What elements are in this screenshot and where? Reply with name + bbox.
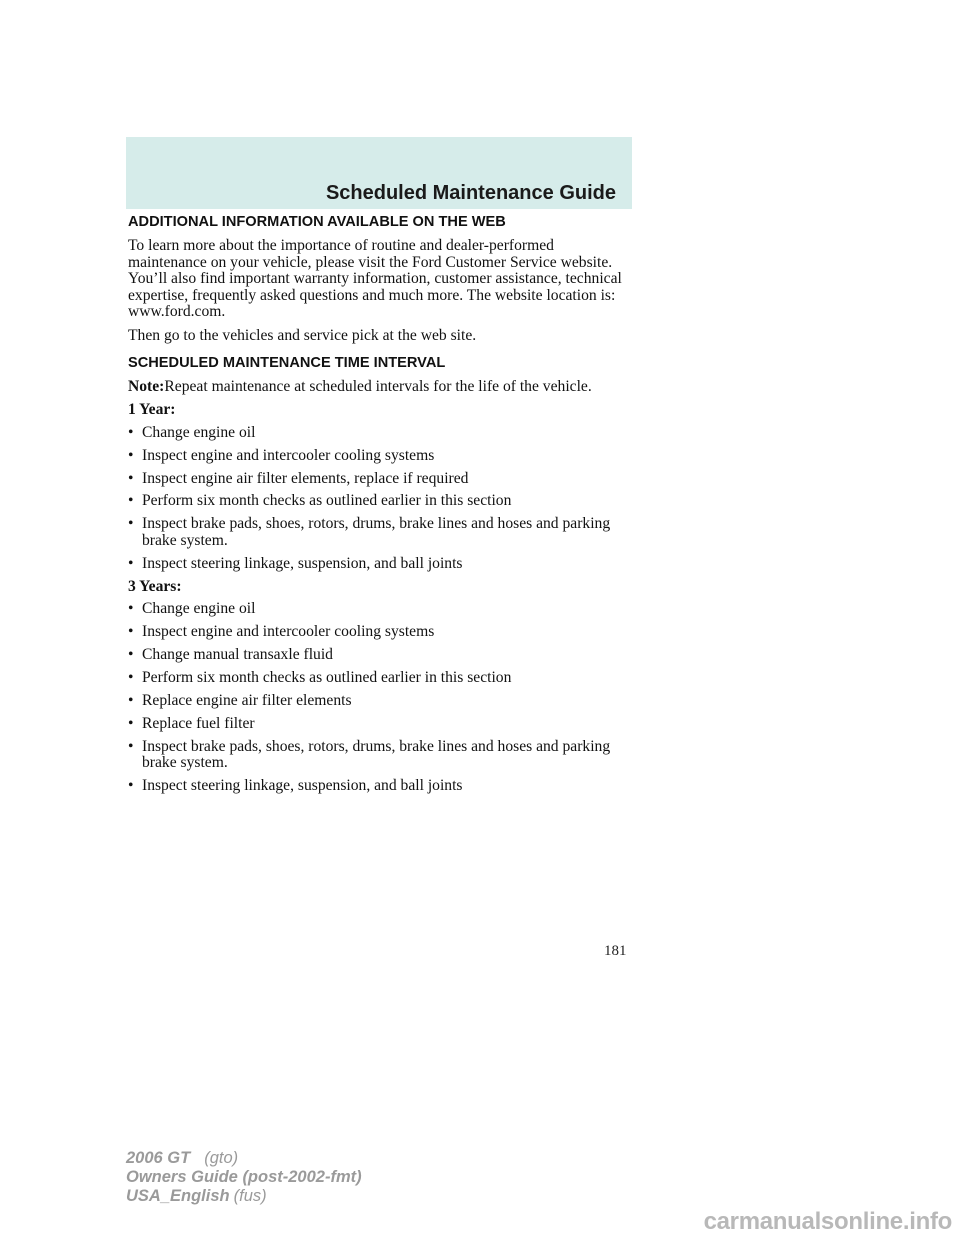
footer-line-1: 2006 GT (gto)	[126, 1149, 239, 1167]
bullet-icon: •	[128, 691, 134, 709]
bullet-icon: •	[128, 737, 134, 755]
note-label: Note:	[128, 377, 165, 395]
main-content	[128, 213, 628, 801]
page-header-title: Scheduled Maintenance Guide	[325, 182, 616, 204]
year-1-label: 1 Year:	[128, 401, 176, 419]
footer-line-2: Owners Guide (post-2002-fmt)	[126, 1168, 362, 1186]
list-item: • Perform six month checks as outlined earlier in this section	[128, 492, 512, 510]
list-item: • Change engine oil	[128, 600, 256, 618]
list-item: • Inspect steering linkage, suspension, and ball joints	[128, 554, 463, 572]
list-item: • Inspect engine and intercooler cooling systems	[128, 446, 435, 464]
year-1-list	[128, 425, 628, 573]
paragraph-web-pick: Then go to the vehicles and service pick at the web site.	[128, 326, 477, 344]
bullet-icon: •	[128, 714, 134, 732]
list-item: • Change manual transaxle fluid	[128, 646, 333, 664]
paragraph-web-info: To learn more about the importance of routine and dealer-performed maintenance on your vehicle, please visit the Ford Customer Service website. You’ll also find important warranty information, customer assistance, technical expertise, frequently asked questions and much more. The website location is: www.ford.com.	[128, 237, 622, 321]
document-footer	[126, 1149, 362, 1206]
watermark: carmanualsonline.info	[703, 1208, 952, 1235]
bullet-icon: •	[128, 623, 134, 641]
heading-maintenance-interval: SCHEDULED MAINTENANCE TIME INTERVAL	[128, 354, 446, 371]
list-item: • Replace engine air filter elements	[128, 691, 352, 709]
bullet-icon: •	[128, 554, 134, 572]
list-item: • Inspect brake pads, shoes, rotors, drums, brake lines and hoses and parking brake system.	[128, 737, 611, 772]
footer-line-3: USA_English (fus)	[126, 1187, 267, 1205]
bullet-icon: •	[128, 446, 134, 464]
bullet-icon: •	[128, 668, 134, 686]
list-item: • Inspect engine air filter elements, replace if required	[128, 469, 469, 487]
bullet-icon: •	[128, 469, 134, 487]
bullet-icon: •	[128, 515, 134, 533]
bullet-icon: •	[128, 492, 134, 510]
list-item: • Perform six month checks as outlined earlier in this section	[128, 668, 512, 686]
list-item: • Inspect steering linkage, suspension, and ball joints	[128, 777, 463, 795]
note-paragraph	[128, 379, 628, 396]
heading-web-info: ADDITIONAL INFORMATION AVAILABLE ON THE WEB	[128, 214, 506, 230]
note-text: Repeat maintenance at scheduled intervals for the life of the vehicle.	[164, 377, 592, 395]
list-item: • Inspect engine and intercooler cooling systems	[128, 623, 435, 641]
bullet-icon: •	[128, 423, 134, 441]
page-number: 181	[604, 943, 627, 959]
bullet-icon: •	[128, 646, 134, 664]
list-item: • Inspect brake pads, shoes, rotors, drums, brake lines and hoses and parking brake system.	[128, 515, 611, 549]
header-band	[126, 137, 632, 209]
year-3-label: 3 Years:	[128, 577, 182, 595]
bullet-icon: •	[128, 600, 134, 618]
list-item: • Replace fuel filter	[128, 714, 255, 732]
list-item: • Change engine oil	[128, 423, 256, 441]
bullet-icon: •	[128, 777, 134, 795]
year-3-list	[128, 601, 628, 794]
